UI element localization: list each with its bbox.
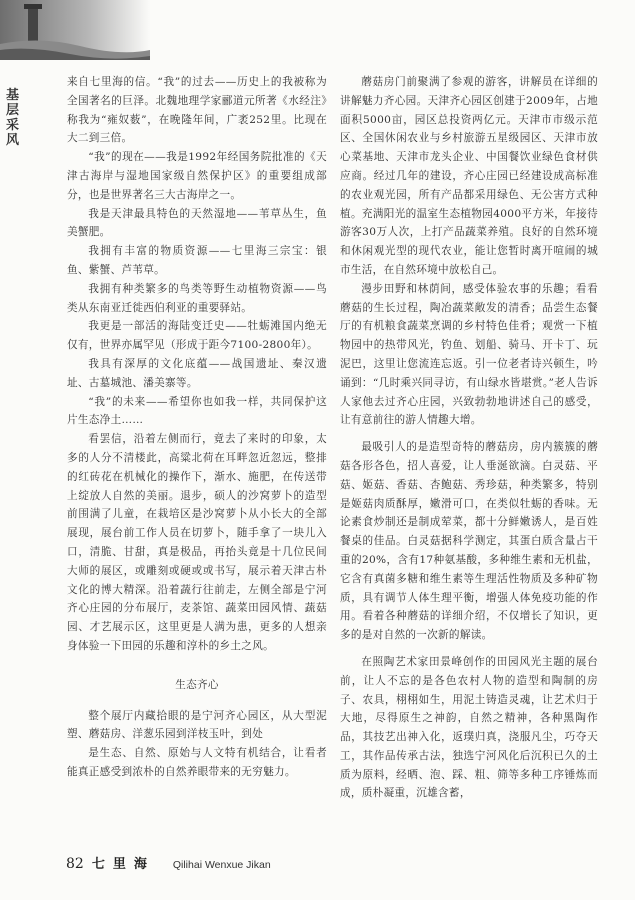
paragraph: 来自七里海的信。“我”的过去——历史上的我被称为全国著名的巨泽。北魏地理学家郦道元所著《水经注》称我为“雍奴薮”，在晚隆年间，广袤252里。比现在大二到三倍。 xyxy=(67,76,327,145)
paragraph: 看罢信，沿着左侧而行，竟去了来时的印象，太多的人分不清楼此，高粱北荷在耳畔忽近忽远，整排的红砖花在机械化的操作下，渐水、施肥，在传送带上绽放人自然的美丽。退步，硕人的沙窝萝卜的造型前围满了儿童，在栽培区是沙窝萝卜从小长大的全部展现，展台前工作人员在切萝卜，随手拿了一块儿入口，清脆、甘甜，真是极品，再抬头竟是十几位民间大师的展区，或雕刻或硬或或书写，展示着天津古朴文化的博大精深。沿着蔬行往前走，左侧全部是宁河齐心庄园的分布展厅，麦茶馆、蔬菜田园风情、蔬菇园、才艺展示区，这里更是人满为患，更多的人想亲身体验一下田园的乐趣和淳朴的乡土之风。 xyxy=(67,433,327,652)
header-landscape-image xyxy=(0,0,150,60)
subsection-heading: 生态齐心 xyxy=(175,678,219,691)
paragraph: 整个展厅内藏拾眼的是宁河齐心园区，从大型泥塑、蘑菇房、洋葱乐园到洋枝玉叶，到处 xyxy=(67,709,327,741)
left-column xyxy=(67,73,327,782)
paragraph: 漫步田野和林荫间，感受体验农事的乐趣；看看蘑菇的生长过程，陶冶蔬菜敞发的清香；品尝生态餐厅的有机粮食蔬菜烹调的乡村特色佳肴；观赏一下植物园中的热带风光，钓鱼、划船、骑马、开卡丁、玩泥巴，这里让您流连忘返。引一位老者诗兴顿生，吟诵到：“几时乘兴同寻访，有山绿水皆堪赏。”老人告诉人家他去过齐心庄园，兴致勃勃地讲述自己的感受，让有意前往的游人情趣大增。 xyxy=(340,282,598,427)
paragraph: “我”的未来——希望你也如我一样，共同保护这片生态净土…… xyxy=(67,395,327,427)
paragraph: 我拥有种类繁多的鸟类等野生动植物资源——鸟类从东南亚迁徙西伯利亚的重要驿站。 xyxy=(67,282,327,314)
journal-name: 七里海 xyxy=(91,857,155,872)
section-label: 基层采风 xyxy=(6,88,20,148)
paragraph: 我更是一部活的海陆变迁史——牡蛎滩国内绝无仅有，世界亦属罕见（形成于距今7100-2800年）。 xyxy=(67,320,327,352)
paragraph: 我具有深厚的文化底蕴——战国遗址、秦汉遗址、古墓城池、潘美寨等。 xyxy=(67,357,327,389)
paragraph: 最吸引人的是造型奇特的蘑菇房，房内簇簇的蘑菇各形各色，招人喜爱，让人垂涎欲滴。白灵菇、平菇、姬菇、香菇、杏鲍菇、秀珍菇，种类繁多，特别是姬菇肉质酥厚，嫩滑可口，在类似牡蛎的香味。无论素食炒制还是制成荤菜，都十分鲜嫩诱人，是百姓餐桌的佳品。白灵菇据科学测定，其蛋白质含量占干重的20%，含有17种氨基酸，多种维生素和无机盐，它含有真菌多糖和维生素等生理活性物质及多种矿物质，具有调节人体生理平衡，增强人体免疫功能的作用。看着各种蘑菇的详细介绍，不仅增长了知识，更多的是对自然的一次新的解读。 xyxy=(340,441,598,642)
right-column xyxy=(340,73,598,803)
paragraph: 我拥有丰富的物质资源——七里海三宗宝：银鱼、紫蟹、芦苇草。 xyxy=(67,245,327,276)
paragraph: “我”的现在——我是1992年经国务院批准的《天津古海岸与湿地国家级自然保护区》的重要组成部分，也是世界著名三大古海岸之一。 xyxy=(67,151,327,201)
page-footer xyxy=(66,853,271,872)
paragraph: 在照陶艺术家田景峰创作的田园风光主题的展台前，让人不忘的是各色农村人物的造型和陶制的房子、农具，栩栩如生，用泥土铸造灵魂，让艺术归于大地，尽得原生之神韵，自然之精神，各种黑陶作品，其技艺出神入化，返璞归真，浇服凡尘，巧夺天工，其作品传承古法，独选宁河风化后沉积已久的土质为原料，经晒、泡、踩、粗、筛等多种工序锤炼而成，质朴凝重，沉雄含蓄， xyxy=(340,655,598,800)
journal-latin-name: Qilihai Wenxue Jikan xyxy=(172,859,271,871)
paragraph: 是生态、自然、原始与人文特有机结合，让看者能真正感受到浓朴的自然养眼带来的无穷魅力。 xyxy=(67,747,327,778)
page-number: 82 xyxy=(66,856,84,872)
paragraph: 蘑菇房门前聚满了参观的游客，讲解员在详细的讲解魅力齐心园。天津齐心园区创建于2009年，占地面积5000亩，园区总投资两亿元。天津市市级示范区、全国休闲农业与乡村旅游五星级园区、天津市放心菜基地、天津市龙头企业、中国餐饮业绿色食材供应商。经过几年的建设，齐心庄园已经建设成高标准的农业观光园，所有产品都采用绿色、无公害方式种植。充满阳光的温室生态植物园4000平方米，年接待游客30万人次，上打产品蔬菜养殖。良好的自然环境和休闲观光型的现代农业，能让您暂时离开喧闹的城市生活，在自然环境中放松自己。 xyxy=(340,76,598,276)
paragraph: 我是天津最具特色的天然湿地——苇草丛生，鱼美蟹肥。 xyxy=(67,207,327,239)
